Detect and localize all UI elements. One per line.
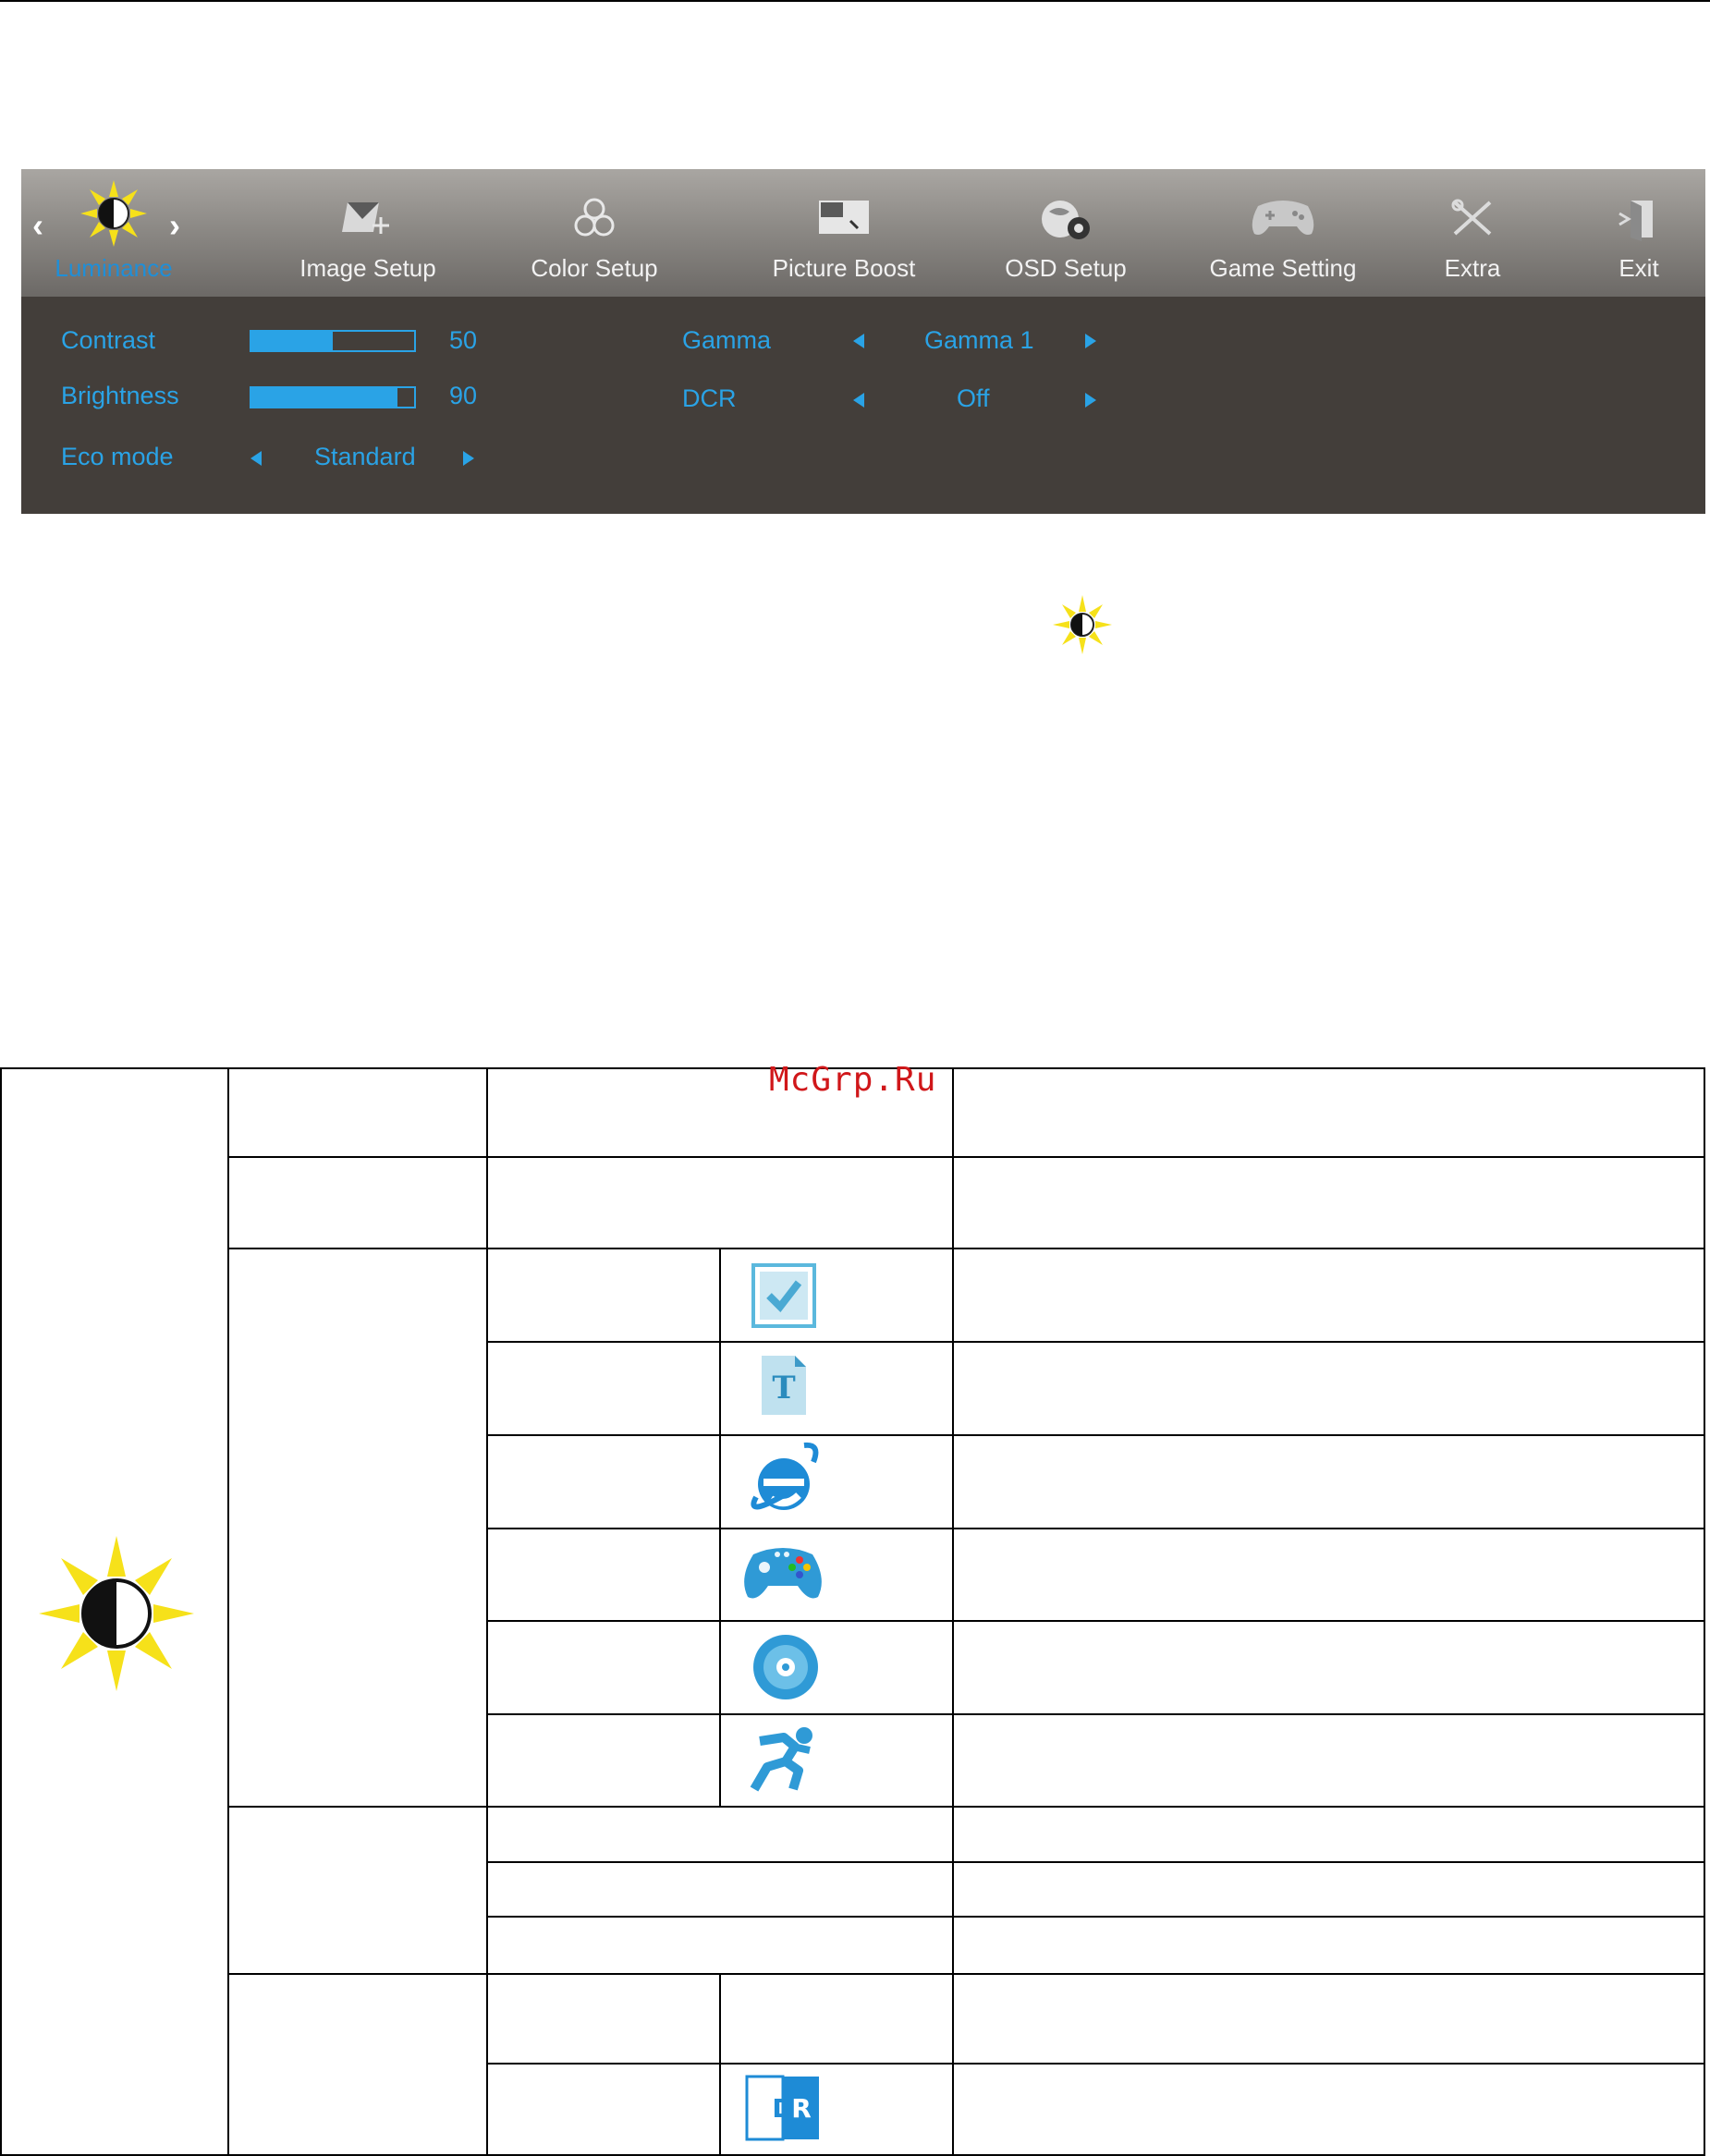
checkbox-icon xyxy=(751,1262,817,1334)
svg-text:T: T xyxy=(772,1370,796,1407)
brightness-label: Brightness xyxy=(61,382,179,409)
text-document-icon xyxy=(758,1352,810,1423)
dcr-icon xyxy=(745,2075,821,2146)
watermark: McGrp.Ru xyxy=(769,1061,937,1099)
tab-label: Game Setting xyxy=(1209,254,1357,282)
tab-label: Extra xyxy=(1444,254,1501,282)
sun-icon xyxy=(37,1534,196,1698)
eco-mode-value: Standard xyxy=(314,443,416,470)
movie-disc-icon xyxy=(751,1633,820,1706)
brightness-value: 90 xyxy=(449,382,478,409)
tab-label: Luminance xyxy=(55,254,173,282)
dcr-label: DCR xyxy=(682,384,737,412)
contrast-value: 50 xyxy=(449,326,478,354)
nav-next-arrow[interactable]: › xyxy=(169,206,180,244)
tab-label: Image Setup xyxy=(299,254,436,282)
gamma-value: Gamma 1 xyxy=(924,326,1034,354)
tab-label: Exit xyxy=(1618,254,1659,282)
nav-prev-arrow[interactable]: ‹ xyxy=(32,206,43,244)
svg-text:R: R xyxy=(791,2093,812,2124)
internet-explorer-icon xyxy=(747,1442,821,1522)
eco-mode-label: Eco mode xyxy=(61,443,174,470)
gamma-label: Gamma xyxy=(682,326,772,354)
tab-label: Color Setup xyxy=(531,254,658,282)
tab-label: Picture Boost xyxy=(772,254,916,282)
contrast-label: Contrast xyxy=(61,326,156,354)
game-controller-icon xyxy=(742,1541,824,1611)
dcr-value: Off xyxy=(957,384,990,412)
tab-label: OSD Setup xyxy=(1005,254,1127,282)
svg-text:D: D xyxy=(772,2093,794,2124)
sports-runner-icon xyxy=(747,1724,823,1797)
